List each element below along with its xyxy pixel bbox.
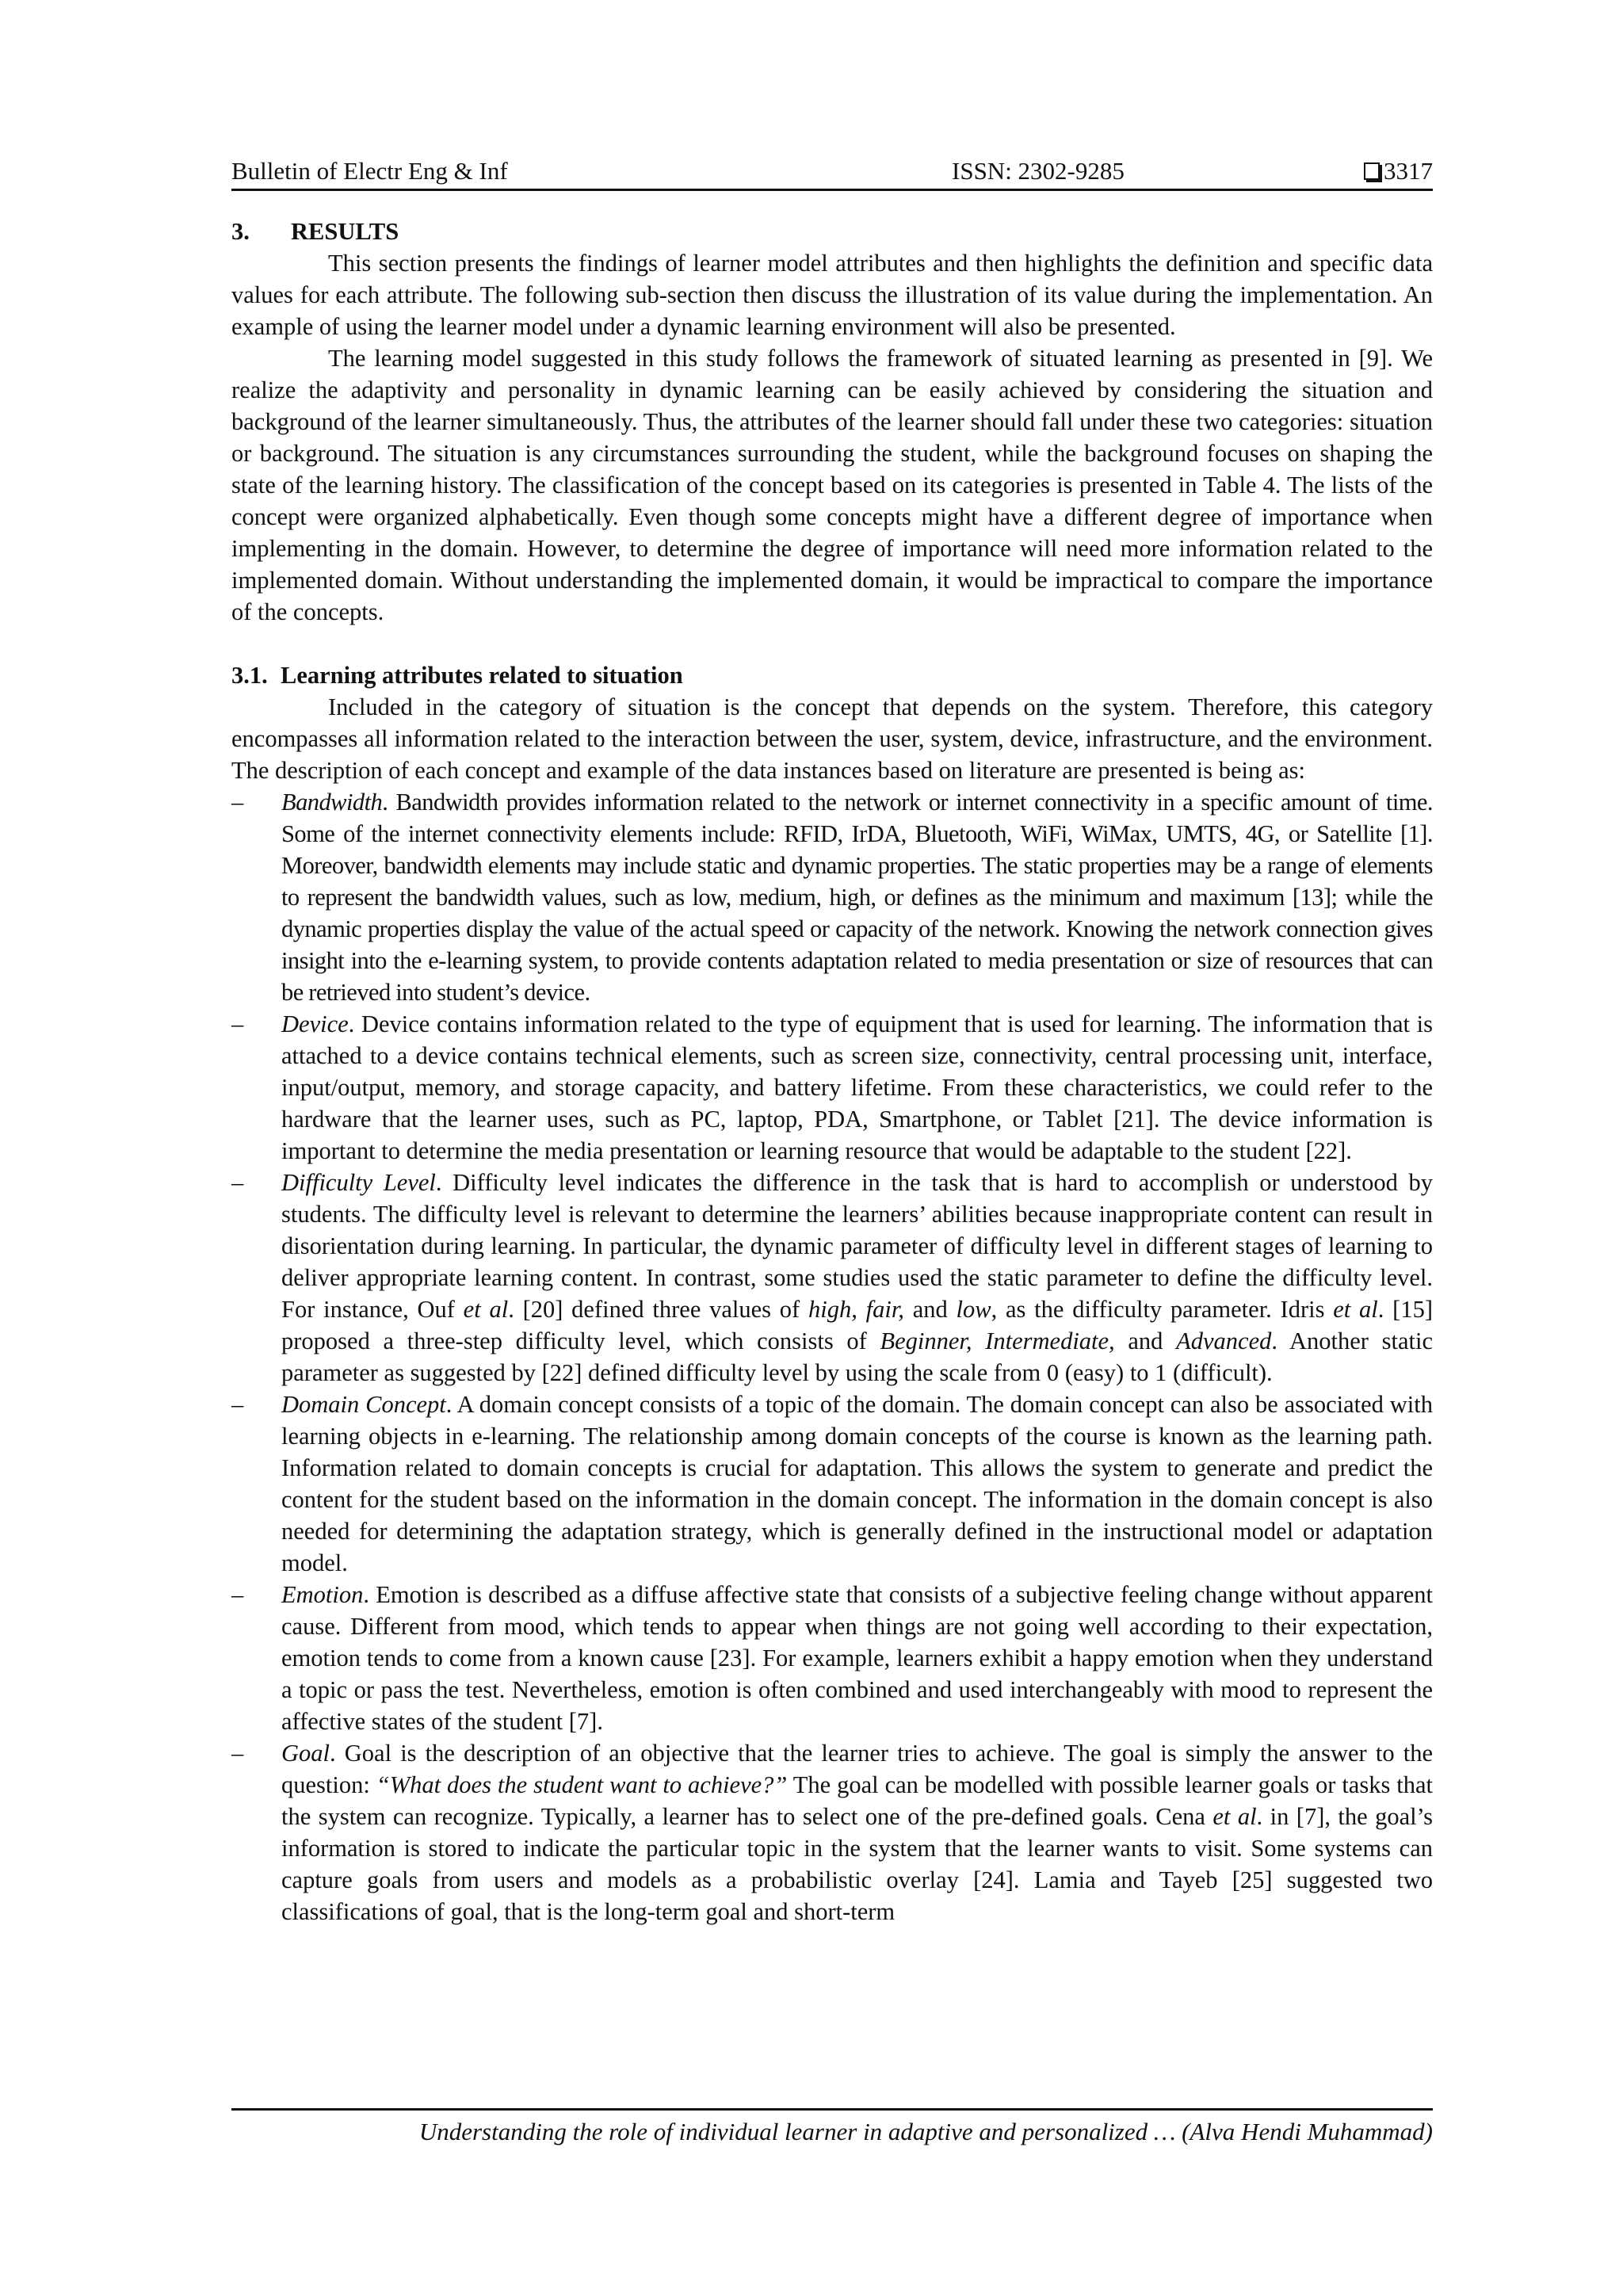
term-goal: Goal [281,1740,330,1767]
term-domain-concept: Domain Concept [281,1391,446,1418]
bullet-text: . Another static parameter as suggested by [22] defined difficulty level by using the scale from 0 (easy) to 1 (difficult). [281,1328,1433,1386]
list-item [231,1579,1433,1737]
et-al: et al [463,1296,509,1323]
bullet-text: , as the difficulty parameter. Idris [991,1296,1334,1323]
section-paragraph-1: This section presents the findings of learner model attributes and then highlights the definition and specific data values for each attribute. The following sub-section then discuss the illustration of its value during the implementation. An example of using the learner model under a dynamic learning environment will also be presented. [231,250,1433,340]
term-bandwidth: Bandwidth [281,789,383,816]
list-item [231,1008,1433,1167]
et-al: et al [1212,1803,1257,1830]
subsection-heading [231,659,1433,691]
bullet-dash: – [231,789,243,816]
bullet-dash: – [231,1391,244,1418]
running-head [231,154,1433,191]
bullet-dash: – [231,1740,244,1767]
running-footer: Understanding the role of individual learner in adaptive and personalized … (Alva Hendi Muhammad) [418,2118,1433,2145]
term-emotion: Emotion [281,1581,364,1608]
bullet-dash: – [231,1581,244,1608]
bullet-dash: – [231,1010,244,1037]
section-paragraph-2: The learning model suggested in this study follows the framework of situated learning as presented in [9]. We realize the adaptivity and personality in dynamic learning can be easily achieved by considering the situation and background of the learner simultaneously. Thus, the attributes of the learner should fall under these two categories: situation or background. The situation is any circumstances surrounding the student, while the background focuses on shaping the state of the learning history. The classification of the concept based on its categories is presented in Table 4. The lists of the concept were organized alphabetically. Even though some concepts might have a different degree of importance when implementing in the domain. However, to determine the degree of importance will need more information related to the implemented domain. Without understanding the implemented domain, it would be impractical to compare the importance of the concepts. [231,345,1433,625]
bullet-text: . in [7], the goal’s information is stored to indicate the particular topic in the system that the learner wants to visit. Some systems can capture goals from users and models as a probabilistic overlay [24]. Lamia and Tayeb [25] suggested two classifications of goal, that is the long-term goal and short-term [281,1803,1433,1925]
attribute-list [231,786,1433,1927]
bullet-text: . Difficulty level indicates the difference in the task that is hard to accomplish or understood by students. The difficulty level is relevant to determine the learners’ abilities because inappropriate content can result in disorientation during learning. In particular, the dynamic parameter of difficulty level in different stages of learning to deliver appropriate learning content. In contrast, some studies used the static parameter to define the difficulty level. For instance, Ouf [281,1169,1433,1323]
list-item [231,1167,1433,1389]
italic-value: Beginner, Intermediate, [880,1328,1115,1354]
bullet-text: . [15] proposed a three-step difficulty level, which consists of [281,1296,1433,1354]
subsection-title: Learning attributes related to situation [281,662,683,689]
bullet-text: . Bandwidth provides information related to the network or internet connectivity in a specific amount of time. Some of the internet connectivity elements include: RFID, IrDA, Bluetooth, WiFi, WiMax, UMTS, 4G, or Satellite [1]. Moreover, bandwidth elements may include static and dynamic properties. The static properties may be a range of elements to represent the bandwidth values, such as low, medium, high, or defines as the minimum and maximum [13]; while the dynamic properties display the value of the actual speed or capacity of the network. Knowing the network connection gives insight into the e-learning system, to provide contents adaptation related to media presentation or size of resources that can be retrieved into student’s device. [281,789,1433,1006]
section-title: RESULTS [291,218,399,245]
section-number: 3. [231,218,250,245]
subsection-intro: Included in the category of situation is the concept that depends on the system. Therefore, this category encompasses all information related to the interaction between the user, system, device, infrastructure, and the environment. The description of each concept and example of the data instances based on literature are presented is being as: [231,693,1433,784]
journal-name: Bulletin of Electr Eng & Inf [231,157,508,185]
bullet-text: and [903,1296,957,1323]
list-item [231,786,1433,1008]
bullet-text: . [20] defined three values of [508,1296,808,1323]
body-content [231,216,1433,1927]
page-number-group [1364,154,1433,189]
box-icon [1364,162,1380,180]
term-device: Device [281,1010,349,1037]
subsection-number: 3.1. [231,662,268,689]
bullet-text: . Goal is the description of an objective that the learner tries to achieve. The goal is simply the answer to the question: [281,1740,1433,1798]
question-quote: “What does the student want to achieve?” [376,1771,788,1798]
term-difficulty-level: Difficulty Level [281,1169,436,1196]
footer-rule [231,2108,1433,2111]
list-item [231,1389,1433,1579]
page-number: 3317 [1384,157,1433,185]
italic-value: Advanced [1176,1328,1272,1354]
italic-value: low [956,1296,991,1323]
bullet-text: . Device contains information related to the type of equipment that is used for learning. The information that is attached to a device contains technical elements, such as screen size, connectivity, central processing unit, interface, input/output, memory, and storage capacity, and battery lifetime. From these characteristics, we could refer to the hardware that the learner uses, such as PC, laptop, PDA, Smartphone, or Tablet [21]. The device information is important to determine the media presentation or learning resource that would be adaptable to the student [22]. [281,1010,1433,1164]
bullet-text: The goal can be modelled with possible learner goals or tasks that the system can recognize. Typically, a learner has to select one of the pre-defined goals. Cena [281,1771,1433,1830]
et-al: et al [1333,1296,1378,1323]
bullet-text: . A domain concept consists of a topic of the domain. The domain concept can also be associated with learning objects in e-learning. The relationship among domain concepts of the course is known as the learning path. Information related to domain concepts is crucial for adaptation. This allows the system to generate and predict the content for the student based on the information in the domain concept. The information in the domain concept is also needed for determining the adaptation strategy, which is generally defined in the instructional model or adaptation model. [281,1391,1433,1576]
bullet-text: . Emotion is described as a diffuse affective state that consists of a subjective feeling change without apparent cause. Different from mood, which tends to appear when things are not going well according to their expectation, emotion tends to come from a known cause [23]. For example, learners exhibit a happy emotion when they understand a topic or pass the test. Nevertheless, emotion is often combined and used interchangeably with mood to represent the affective states of the student [7]. [281,1581,1433,1735]
bullet-dash: – [231,1169,244,1196]
section-heading [231,216,1433,247]
issn: ISSN: 2302-9285 [952,157,1125,185]
bullet-text: and [1114,1328,1177,1354]
italic-value: high, fair, [808,1296,904,1323]
list-item [231,1737,1433,1927]
